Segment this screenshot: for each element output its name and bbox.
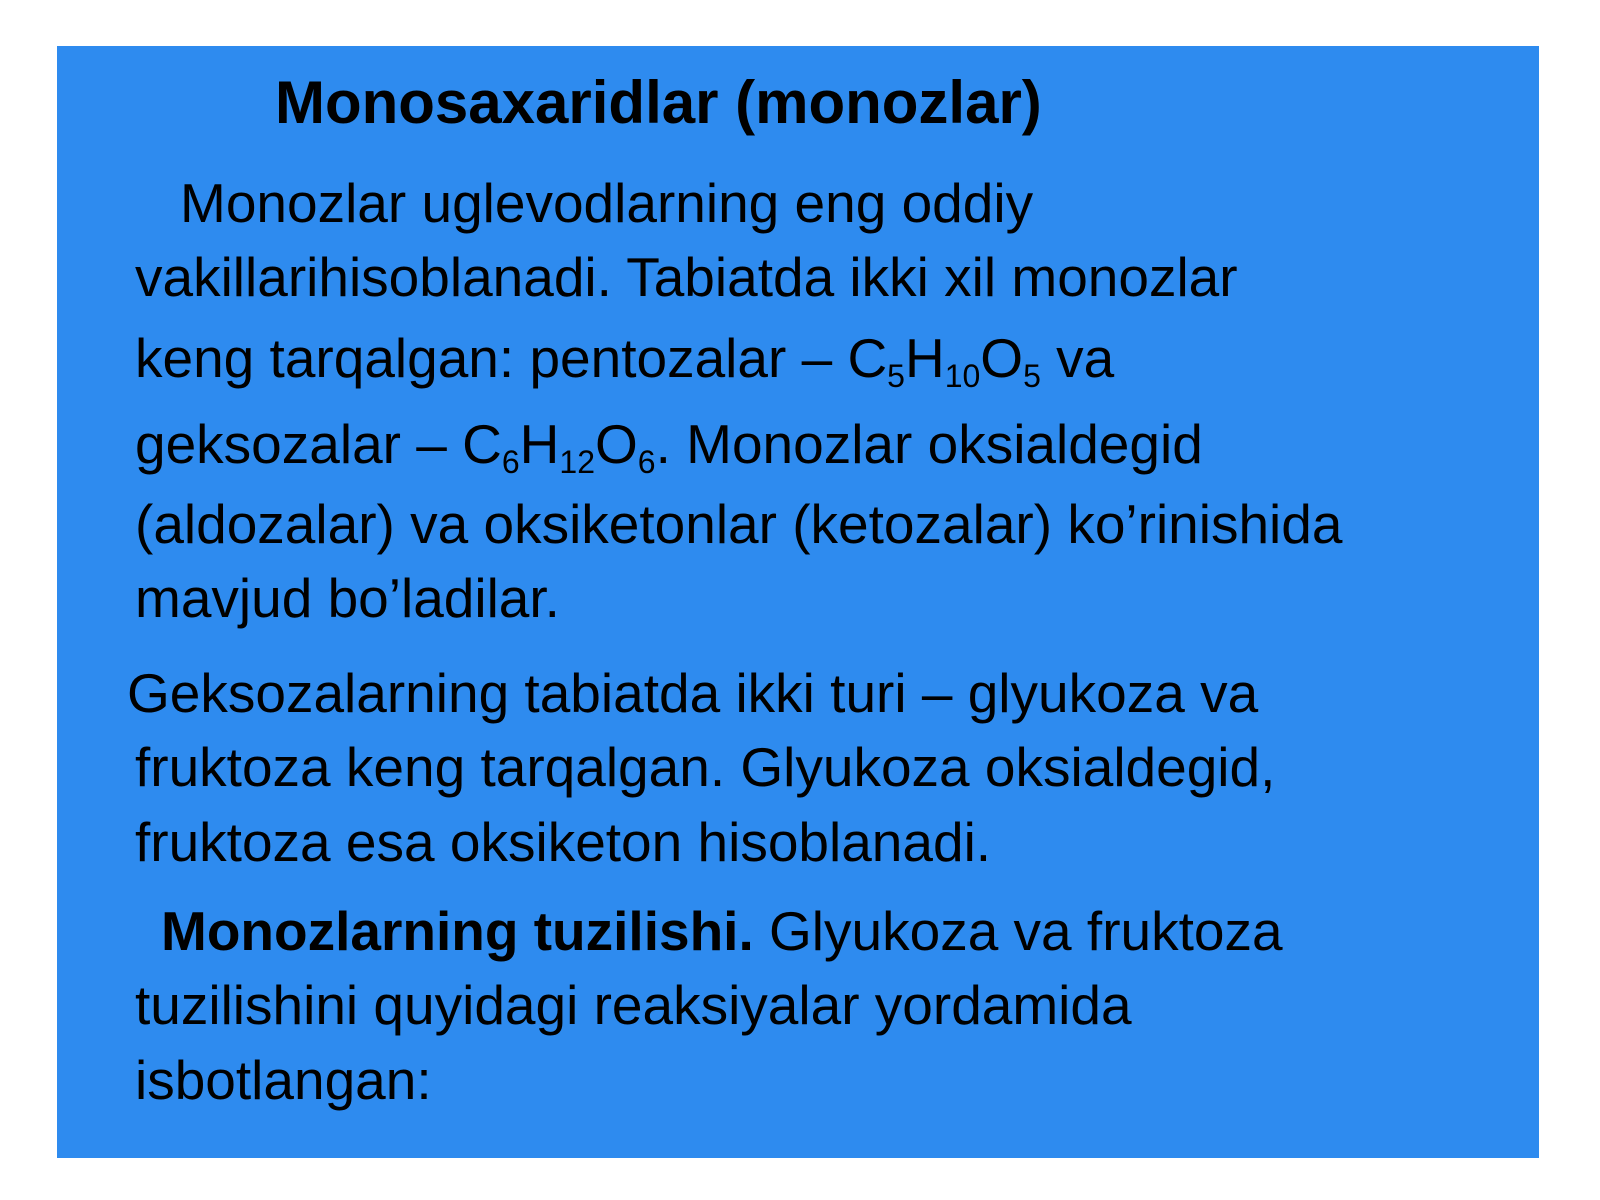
formula-element: H bbox=[519, 412, 560, 475]
paragraph-intro-line-5: (aldozalar) va oksiketonlar (ketozalar) ko’rinishida bbox=[135, 492, 1343, 555]
paragraph-hexoses bbox=[127, 656, 1535, 879]
formula-subscript: 10 bbox=[944, 357, 981, 394]
formula-lead-text: keng tarqalgan: pentozalar – C bbox=[135, 326, 888, 389]
formula-trail-text: va bbox=[1040, 326, 1115, 389]
formula-subscript: 12 bbox=[559, 443, 595, 480]
structure-line-1-text: Glyukoza va fruktoza bbox=[753, 900, 1283, 962]
formula-subscript: 6 bbox=[637, 443, 656, 480]
formula-element: O bbox=[594, 412, 638, 475]
paragraph-intro-line-3 bbox=[135, 315, 1535, 401]
formula-subscript: 5 bbox=[887, 357, 905, 394]
formula-subscript: 5 bbox=[1023, 357, 1041, 394]
paragraph-intro-line-4 bbox=[135, 401, 1535, 487]
paragraph-structure-line-2: tuzilishini quyidagi reaksiyalar yordamida bbox=[135, 974, 1132, 1037]
paragraph-structure-line-3: isbotlangan: bbox=[135, 1048, 432, 1111]
formula-subscript: 6 bbox=[501, 443, 520, 480]
paragraph-hexoses-line-3: fruktoza esa oksiketon hisoblanadi. bbox=[135, 810, 992, 873]
slide bbox=[57, 46, 1539, 1158]
formula-trail-text: . Monozlar oksialdegid bbox=[655, 412, 1203, 475]
paragraph-hexoses-line-1: Geksozalarning tabiatda ikki turi – glyukoza va bbox=[127, 662, 1259, 724]
paragraph-intro-line-2: vakillarihisoblanadi. Tabiatda ikki xil monozlar bbox=[135, 246, 1238, 309]
slide-title: Monosaxaridlar (monozlar) bbox=[275, 69, 1042, 136]
formula-lead-text: geksozalar – C bbox=[135, 412, 502, 475]
paragraph-hexoses-line-2: fruktoza keng tarqalgan. Glyukoza oksialdegid, bbox=[135, 736, 1276, 799]
paragraph-structure-line-1 bbox=[135, 894, 1535, 968]
paragraph-structure bbox=[135, 894, 1535, 1117]
structure-heading: Monozlarning tuzilishi. bbox=[161, 900, 754, 962]
paragraph-intro-line-1: Monozlar uglevodlarning eng oddiy bbox=[180, 172, 1034, 234]
paragraph-intro bbox=[135, 166, 1535, 635]
formula-element: O bbox=[980, 326, 1024, 389]
formula-element: H bbox=[904, 326, 945, 389]
paragraph-intro-line-6: mavjud bo’ladilar. bbox=[135, 566, 560, 629]
